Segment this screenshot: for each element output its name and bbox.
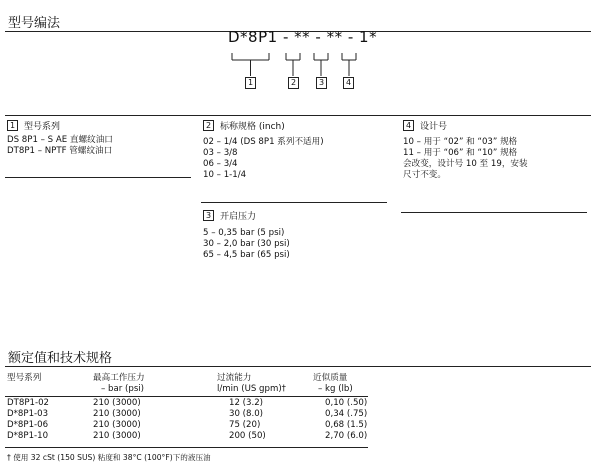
section-4-body [403, 137, 528, 181]
section-2-rule [201, 202, 387, 203]
spec-cell-mass: 0,68 (1.5) [325, 420, 368, 430]
spec-cell-pressure: 210 (3000) [93, 431, 141, 441]
section-4-rule [401, 212, 587, 213]
code-box-2: 2 [288, 77, 299, 89]
code-box-4: 4 [343, 77, 354, 89]
spec-cell-flow: 30 (8.0) [229, 409, 264, 419]
spec-cell-mass: 0,34 (.75) [325, 409, 368, 419]
spec-header-mass: 近似质量 [313, 373, 348, 383]
section-2-line: 10 – 1-1/4 [203, 170, 247, 180]
spec-header-pressure-unit: – bar (psi) [101, 384, 145, 394]
specs-title-rule [5, 366, 591, 367]
spec-cell-model: D*8P1-10 [7, 431, 49, 441]
spec-header-flow: 过流能力 [217, 373, 252, 383]
section-4-number: 4 [403, 120, 414, 131]
section-1-number: 1 [7, 120, 18, 131]
section-2-line: 03 – 3/8 [203, 148, 238, 158]
spec-header-model: 型号系列 [7, 373, 42, 383]
spec-cell-pressure: 210 (3000) [93, 420, 141, 430]
section-2-line: 06 – 3/4 [203, 159, 238, 169]
section-4-title: 设计号 [420, 122, 448, 132]
section-1-rule [5, 177, 191, 178]
spec-cell-pressure: 210 (3000) [93, 409, 141, 419]
section-3-number: 3 [203, 210, 214, 221]
spec-cell-flow: 12 (3.2) [229, 398, 264, 408]
spec-header-flow-unit: l/min (US gpm)† [217, 384, 286, 394]
section-4-line: 10 – 用于 “02” 和 “03” 规格 [403, 137, 518, 147]
spec-cell-mass: 0,10 (.50) [325, 398, 368, 408]
section-3-title: 开启压力 [220, 212, 257, 222]
table-row [7, 431, 367, 442]
section-1-header [7, 119, 60, 132]
spec-header-rule [5, 396, 368, 397]
table-row [7, 420, 367, 431]
section-rule [5, 115, 591, 116]
section-2-body [203, 137, 324, 181]
table-row [7, 398, 367, 409]
table-row [7, 409, 367, 420]
section-3-line: 5 – 0,35 bar (5 psi) [203, 228, 285, 238]
section-3-line: 65 – 4,5 bar (65 psi) [203, 250, 290, 260]
page-title: 型号编法 [8, 16, 61, 31]
section-3-body [203, 228, 290, 261]
specs-title: 额定值和技术规格 [8, 351, 113, 366]
spec-header-mass-unit: – kg (lb) [318, 384, 353, 394]
spec-cell-pressure: 210 (3000) [93, 398, 141, 408]
section-1-line: DT8P1 – NPTF 管螺纹油口 [7, 146, 113, 156]
section-2-number: 2 [203, 120, 214, 131]
spec-cell-mass: 2,70 (6.0) [325, 431, 368, 441]
model-code: D*8P1 - ** - ** - 1* [228, 28, 378, 46]
spec-table-rule [5, 447, 368, 448]
section-2-header [203, 119, 285, 132]
section-1-title: 型号系列 [24, 122, 61, 132]
section-2-title: 标称规格 (inch) [220, 122, 285, 132]
section-4-header [403, 119, 447, 132]
spec-cell-model: DT8P1-02 [7, 398, 50, 408]
spec-header-pressure: 最高工作压力 [93, 373, 145, 383]
spec-cell-flow: 200 (50) [229, 431, 266, 441]
code-box-3: 3 [316, 77, 327, 89]
section-3-line: 30 – 2,0 bar (30 psi) [203, 239, 290, 249]
section-1-line: DS 8P1 – S AE 直螺纹油口 [7, 135, 113, 145]
spec-cell-model: D*8P1-06 [7, 420, 49, 430]
spec-cell-model: D*8P1-03 [7, 409, 49, 419]
spec-table [7, 398, 367, 442]
section-4-line: 尺寸不变。 [403, 170, 446, 180]
section-1-body [7, 135, 113, 157]
section-4-line: 11 – 用于 “06” 和 “10” 规格 [403, 148, 518, 158]
section-3-header [203, 209, 256, 222]
section-2-line: 02 – 1/4 (DS 8P1 系列不适用) [203, 137, 324, 147]
spec-cell-flow: 75 (20) [229, 420, 261, 430]
code-box-1: 1 [245, 77, 256, 89]
section-4-line: 会改变，设计号 10 至 19，安装 [403, 159, 528, 169]
spec-footnote: † 使用 32 cSt (150 SUS) 粘度和 38°C (100°F)下的液压油 [7, 453, 211, 462]
